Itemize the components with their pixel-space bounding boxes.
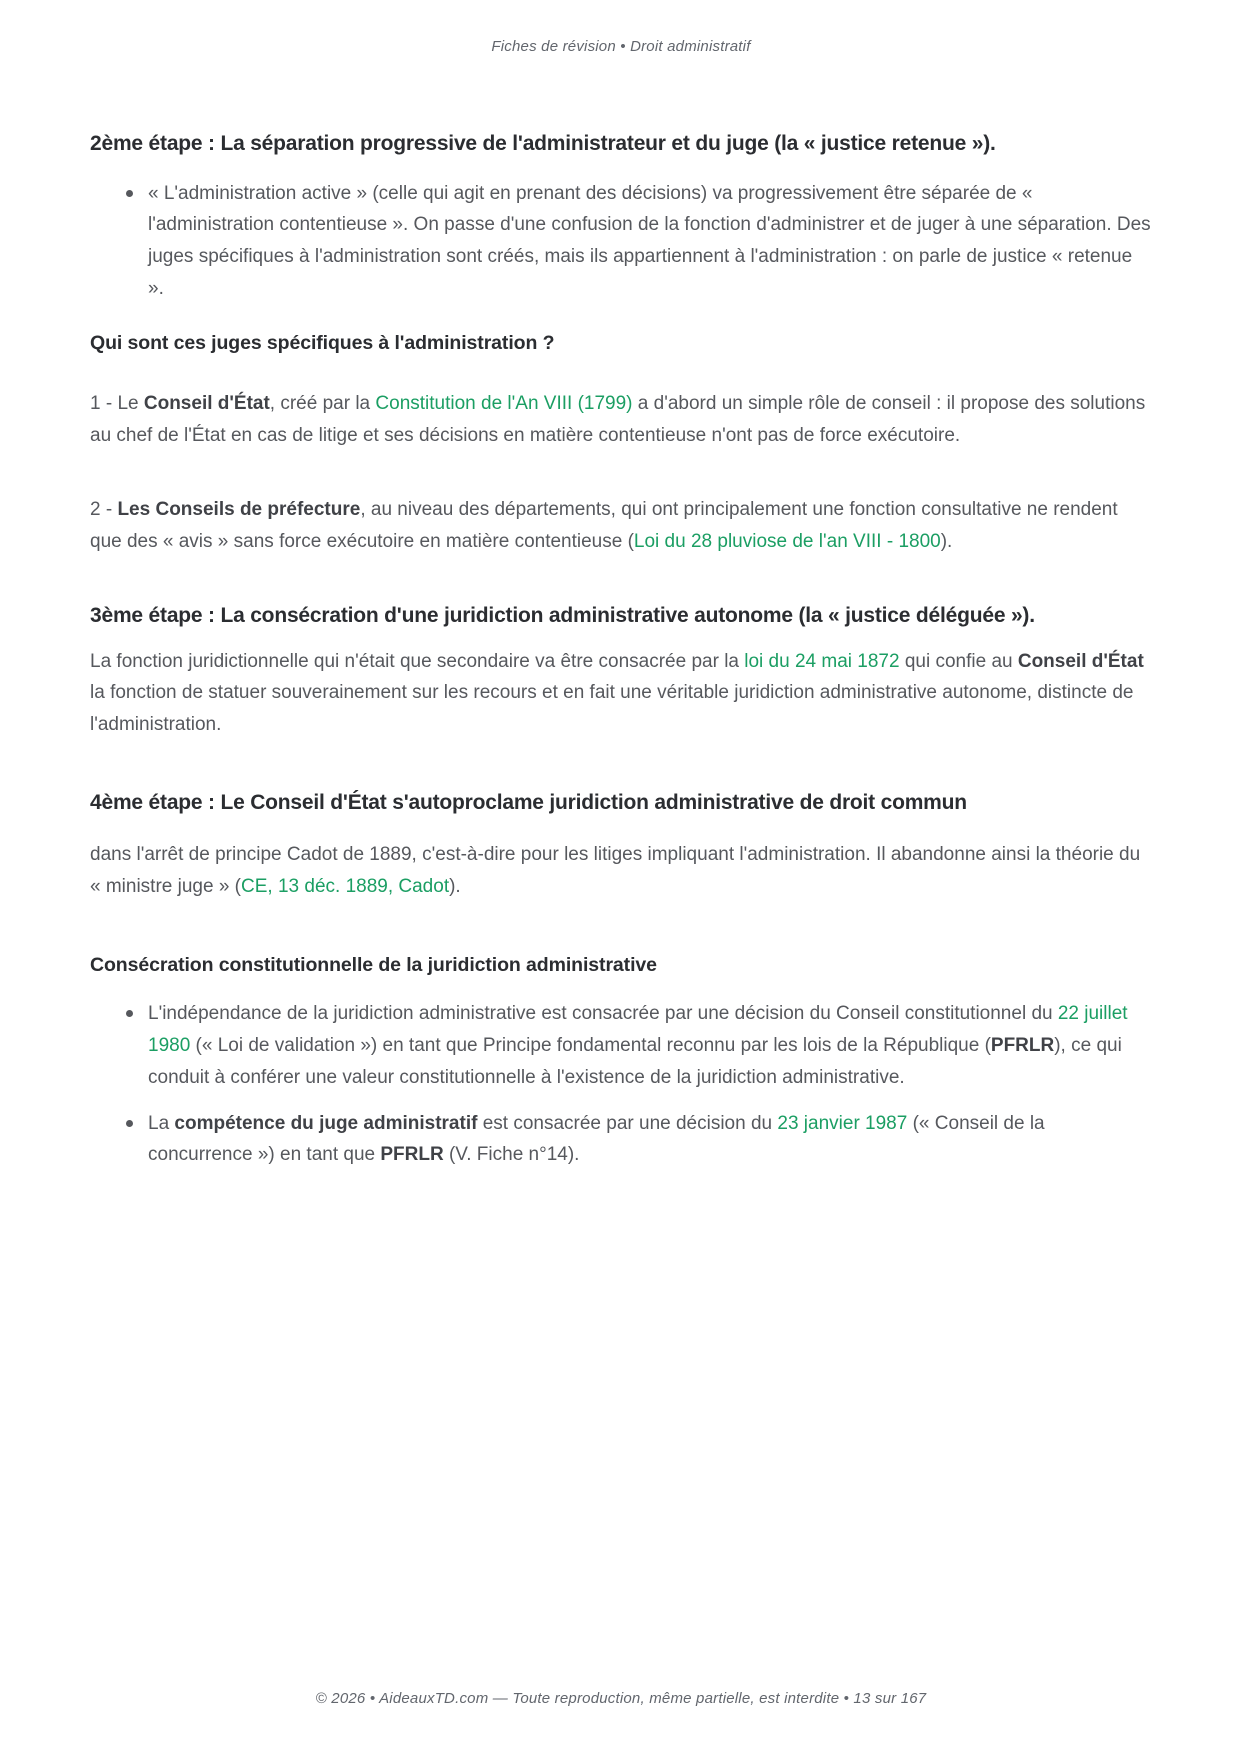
inline-text: a d'abord un simple rôle de conseil : il propose des solutions au chef de l'État en cas de litige et ses décisions en matière contentieuse n'ont pas de force exécutoire. [90,393,1146,447]
inline-text: la fonction de statuer souverainement sur les recours et en fait une véritable juridiction administrative autonome, distincte de l'administration. [90,682,1134,736]
inline-bold-text: Conseil d'État [1017,650,1144,672]
bullet-list-consecration [90,998,1152,1172]
list-item [148,1108,1152,1172]
inline-text: « L'administration active » (celle qui agit en prenant des décisions) va progressivement être séparée de « l'administration contentieuse ». On passe d'une confusion de la fonction d'administrer et de juger à une séparation. Des juges spécifiques à l'administration sont créés, mais ils appartiennent à l'administration : on parle de justice « retenue ». [148,182,1151,300]
page-footer: © 2026 • AideauxTD.com — Toute reproduction, même partielle, est interdite • 13 sur 167 [315,1690,927,1707]
bullet-icon [126,1120,133,1127]
inline-link[interactable]: 23 janvier 1987 [777,1112,908,1134]
bullet-icon [126,1010,133,1017]
heading-step-4: 4ème étape : Le Conseil d'État s'autoproclame juridiction administrative de droit commun [90,791,967,815]
inline-text: 2 - [90,499,118,521]
inline-text: La [148,1112,175,1134]
inline-text: (V. Fiche n°14). [443,1144,580,1166]
paragraph-conseils-prefecture [90,494,1152,558]
inline-link[interactable]: Loi du 28 pluviose de l'an VIII - 1800 [633,531,941,553]
inline-bold-text: Conseil d'État [143,393,270,415]
list-item [148,178,1152,306]
inline-bold-text: compétence du juge administratif [174,1112,478,1134]
page-header-running-title: Fiches de révision • Droit administratif [491,38,751,55]
inline-link[interactable]: Constitution de l'An VIII (1799) [375,393,633,415]
paragraph-conseil-detat [90,388,1152,452]
paragraph-step-4 [90,839,1152,903]
inline-text: dans l'arrêt de principe Cadot de 1889, c'est-à-dire pour les litiges impliquant l'administration. Il abandonne ainsi la théorie du « ministre juge » ( [90,843,1141,897]
inline-link[interactable]: loi du 24 mai 1872 [744,650,900,672]
inline-text: La fonction juridictionnelle qui n'était que secondaire va être consacrée par la [90,650,745,672]
heading-step-3: 3ème étape : La consécration d'une juridiction administrative autonome (la « justice déléguée »). [90,604,1035,627]
inline-link[interactable]: 22 juillet 1980 [148,1002,1128,1056]
bullet-text [148,183,1151,300]
inline-bold-text: Les Conseils de préfecture [117,499,361,521]
inline-text: , créé par la [269,393,376,415]
heading-consecration: Consécration constitutionnelle de la juridiction administrative [90,953,657,976]
inline-text: ). [940,531,953,553]
inline-text: ), ce qui conduit à conférer une valeur constitutionnelle à l'existence de la juridiction administrative. [148,1034,1122,1088]
paragraph-step-3 [90,646,1152,742]
inline-text: (« Conseil de la concurrence ») en tant que [148,1112,1045,1166]
inline-text: 1 - Le [90,393,144,415]
bullet-text [148,1003,1128,1088]
page-content [90,128,1152,1171]
list-item [148,998,1152,1094]
bullet-text [148,1113,1045,1166]
inline-text: qui confie au [899,650,1018,672]
inline-text: est consacrée par une décision du [477,1112,778,1134]
heading-step-2: 2ème étape : La séparation progressive de l'administrateur et du juge (la « justice retenue »). [90,132,996,155]
inline-text: (« Loi de validation ») en tant que Principe fondamental reconnu par les lois de la République ( [190,1034,991,1056]
inline-bold-text: PFRLR [990,1034,1055,1056]
bullet-icon [126,190,133,197]
bullet-list-step-2 [90,178,1152,306]
inline-text: L'indépendance de la juridiction administrative est consacrée par une décision du Conseil constitutionnel du [148,1002,1058,1024]
heading-judges-question: Qui sont ces juges spécifiques à l'administration ? [90,332,555,355]
inline-text: , au niveau des départements, qui ont principalement une fonction consultative ne rendent que des « avis » sans force exécutoire en matière contentieuse ( [90,499,1118,553]
inline-link[interactable]: CE, 13 déc. 1889, Cadot [241,875,450,897]
inline-bold-text: PFRLR [380,1144,444,1166]
inline-text: ). [449,875,461,897]
